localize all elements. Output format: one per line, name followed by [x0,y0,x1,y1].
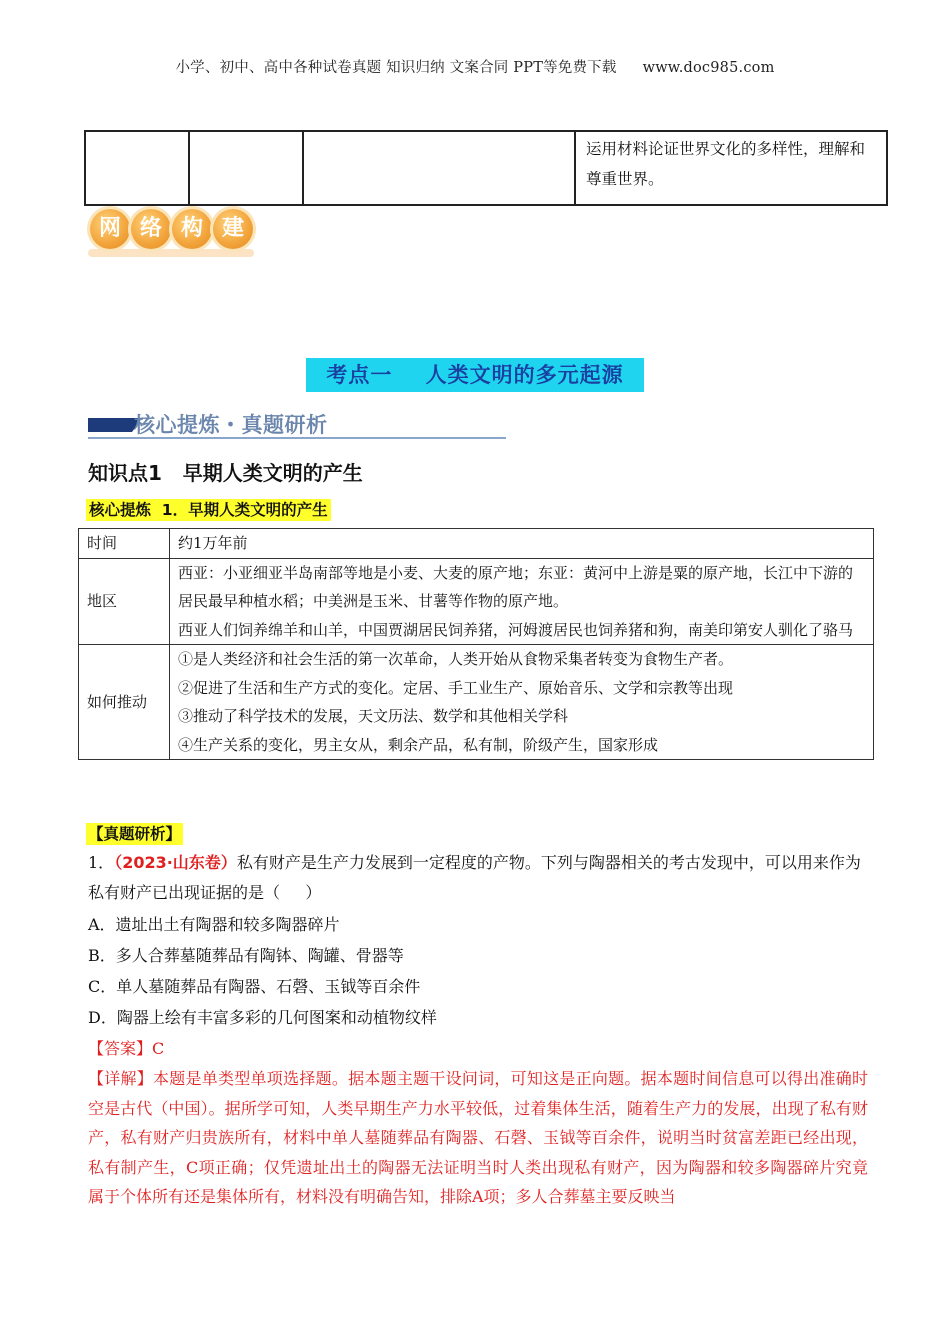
row-content-region [170,558,874,645]
option-c: C．单人墓随葬品有陶器、石磬、玉钺等百余件 [88,977,421,996]
badge-char-1: 网 [90,209,130,249]
kaodian-title: 考点一 人类文明的多元起源 [306,358,644,392]
question-text: 私有财产是生产力发展到一定程度的产物。下列与陶器相关的考古发现中，可以用来作为私有财产已出现证据的是（ ） [88,853,861,902]
table-line: ②促进了生活和生产方式的变化。定居、手工业生产、原始音乐、文学和宗教等出现 [178,678,734,697]
option-b: B．多人合葬墓随葬品有陶钵、陶罐、骨器等 [88,946,404,965]
table-line: ①是人类经济和社会生活的第一次革命，人类开始从食物采集者转变为食物生产者。 [178,650,734,668]
table-row [79,529,874,559]
table-line: 约1万年前 [178,534,248,552]
question-stem [88,848,868,908]
question-source: （2023·山东卷） [114,853,237,872]
header-url[interactable]: www.doc985.com [642,60,775,76]
option-d: D．陶器上绘有丰富多彩的几何图案和动植物纹样 [88,1008,437,1027]
knowledge-point-title: 知识点1 早期人类文明的产生 [88,461,363,485]
table-row [79,558,874,645]
table-row [79,645,874,760]
core-label: 核心提炼 1．早期人类文明的产生 [86,499,331,521]
section-header [88,410,508,440]
table-line: 西亚人们饲养绵羊和山羊，中国贾湖居民饲养猪，河姆渡居民也饲养猪和狗，南美印第安人驯化了骆马 [178,620,854,639]
row-label-time: 时间 [79,529,170,559]
row-label-impact: 如何推动 [79,645,170,760]
row-label-region: 地区 [79,558,170,645]
network-badge [88,205,254,255]
badge-char-2: 络 [131,209,171,249]
top-table [84,130,888,206]
table-line: 西亚：小亚细亚半岛南部等地是小麦、大麦的原产地；东亚：黄河中上游是粟的原产地，长江中下游的居民最早种植水稻；中美洲是玉米、甘薯等作物的原产地。 [178,563,854,610]
header-text: 小学、初中、高中各种试卷真题 知识归纳 文案合同 PPT等免费下载 [175,60,617,76]
badge-char-4: 建 [213,209,253,249]
answer-detail: 【详解】本题是单类型单项选择题。据本题主题干设问词，可知这是正向题。据本题时间信息可以得出准确时空是古代（中国）。据所学可知，人类早期生产力水平较低，过着集体生活，随着生产力的发展，出现了私有财产，私有财产归贵族所有，材料中单人墓随葬品有陶器、石磬、玉钺等百余件，说明当时贫富差距已经出现，私有制产生，C项正确；仅凭遗址出土的陶器无法证明当时人类出现私有财产，因为陶器和较多陶器碎片究竟属于个体所有还是集体所有，材料没有明确告知，排除A项；多人合葬墓主要反映当 [88,1069,868,1206]
section-header-line [88,437,506,439]
answer: 【答案】C [88,1039,165,1058]
row-content-impact [170,645,874,760]
zhenti-label: 【真题研析】 [88,825,182,843]
table-line: ③推动了科学技术的发展，天文历法、数学和其他相关学科 [178,707,569,725]
page-header [0,56,950,77]
row-content-time [170,529,874,559]
section-header-block [88,418,132,432]
top-cell-4: 运用材料论证世界文化的多样性，理解和尊重世界。 [575,131,887,205]
option-a: A．遗址出土有陶器和较多陶器碎片 [88,915,340,934]
top-cell-2 [189,131,303,205]
section-header-text: 核心提炼・真题研析 [134,412,328,437]
top-cell-3 [303,131,575,205]
summary-table [78,528,874,760]
badge-char-3: 构 [172,209,212,249]
table-line: ④生产关系的变化，男主女从，剩余产品，私有制，阶级产生，国家形成 [178,735,659,754]
top-cell-1 [85,131,189,205]
question-number: 1． [88,853,115,872]
badge-underline [88,249,254,257]
